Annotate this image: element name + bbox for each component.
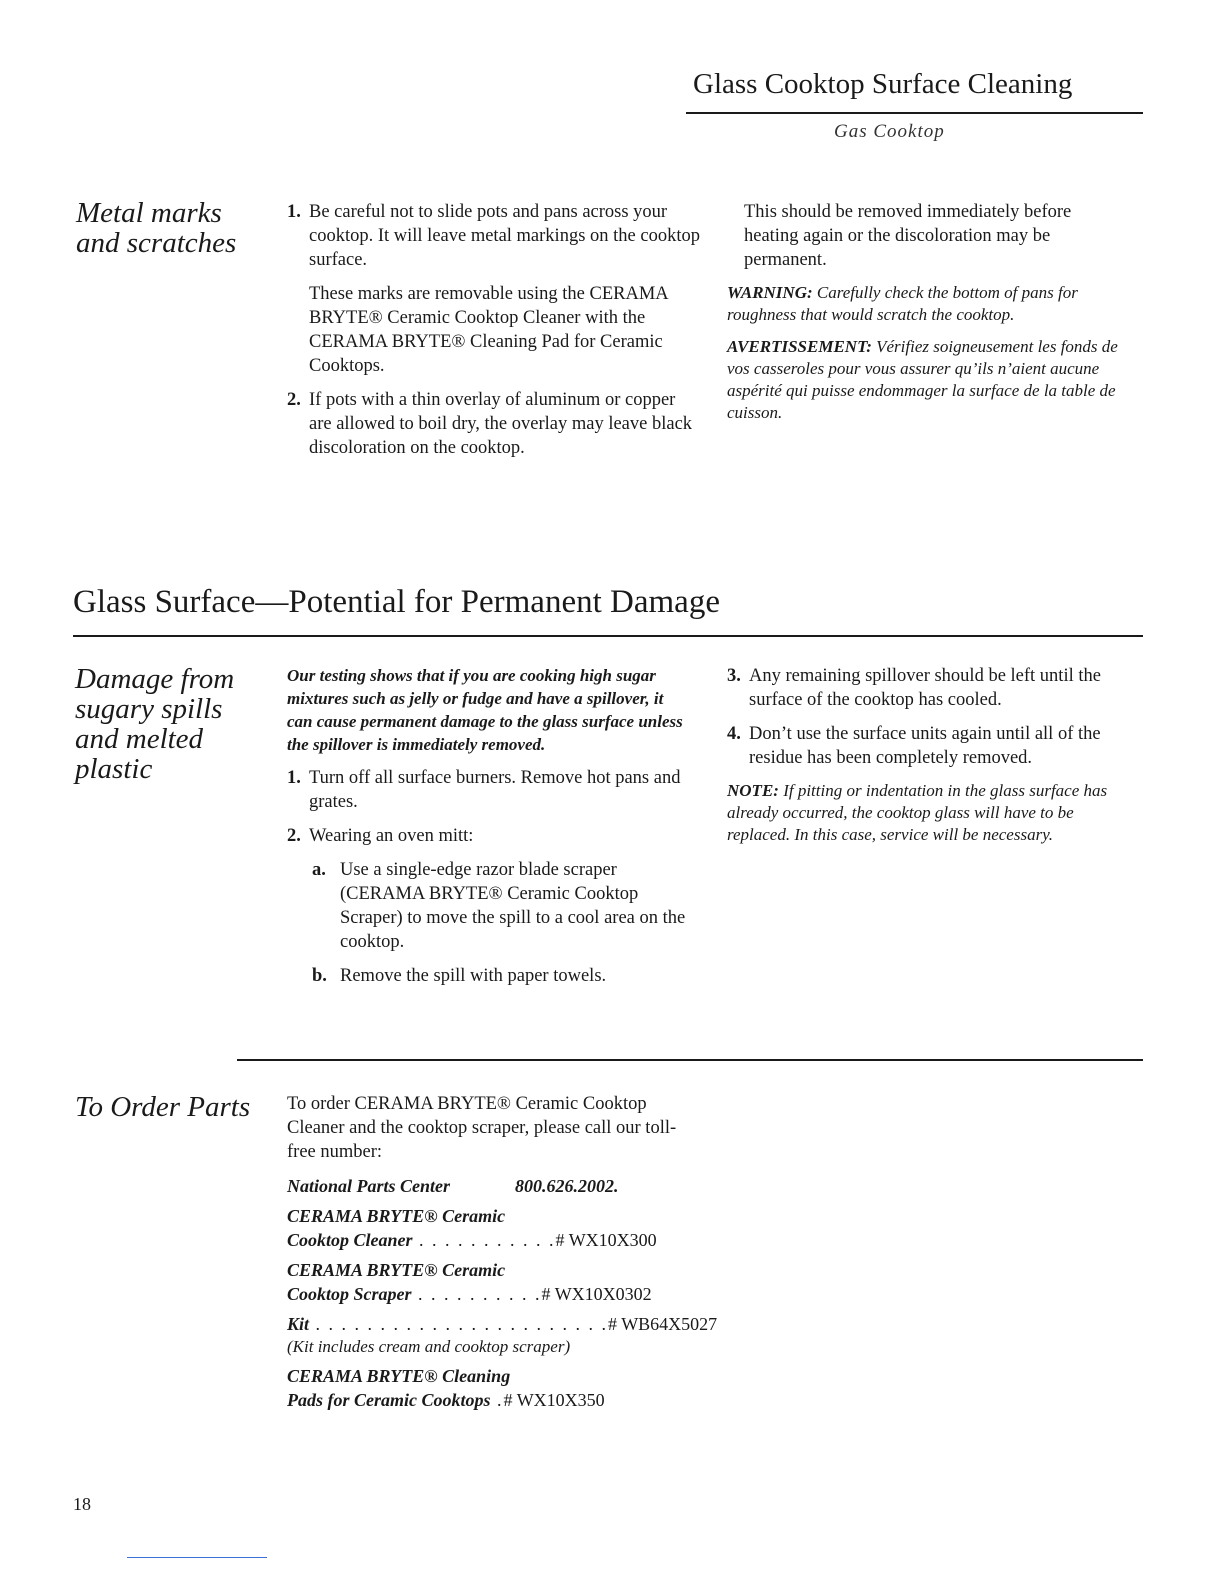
parts-rule xyxy=(237,1059,1143,1061)
list-item: 1. Be careful not to slide pots and pans across your cooktop. It will leave metal markings on the cooktop surface. xyxy=(287,202,700,270)
paragraph: This should be removed immediately before heating again or the discoloration may be permanent. xyxy=(744,202,1072,270)
list-item: 1. Turn off all surface burners. Remove hot pans and grates. xyxy=(287,768,681,812)
damage-intro: Our testing shows that if you are cooking high sugar mixtures such as jelly or fudge and have a spillover, it can cause permanent damage to the glass surface unless the spillover is immediately removed. xyxy=(287,666,683,754)
damage-left-column xyxy=(287,664,687,998)
damage-side-label: Damage from sugary spills and melted plastic xyxy=(75,663,235,785)
parts-side-label: To Order Parts xyxy=(75,1091,251,1123)
list-item: 2. Wearing an oven mitt: xyxy=(287,826,474,846)
sub-list-item: a. Use a single-edge razor blade scraper (CERAMA BRYTE® Ceramic Cooktop Scraper) to move the spill to a cool area on the cooktop. xyxy=(312,860,686,952)
sub-list-item: b. Remove the spill with paper towels. xyxy=(312,966,607,986)
metal-side-label: Metal marks and scratches xyxy=(76,197,237,259)
parts-intro: To order CERAMA BRYTE® Ceramic Cooktop Cleaner and the cooktop scraper, please call our toll-free number: xyxy=(287,1094,677,1162)
part-entry: CERAMA BRYTE® Ceramic Cooktop Scraper . . . . . . . . . .# WX10X0302 xyxy=(287,1260,652,1304)
paragraph: These marks are removable using the CERAMA BRYTE® Ceramic Cooktop Cleaner with the CERAMA BRYTE® Cleaning Pad for Ceramic Cooktops. xyxy=(309,284,668,376)
metal-right-column xyxy=(727,200,1127,424)
part-entry: Kit . . . . . . . . . . . . . . . . . . . . . . .# WB64X5027 (Kit includes cream and cooktop scraper) xyxy=(287,1314,718,1356)
footer-link-line xyxy=(127,1557,267,1558)
metal-left-column xyxy=(287,200,702,470)
parts-column xyxy=(287,1092,718,1412)
note: NOTE: If pitting or indentation in the glass surface has already occurred, the cooktop glass will have to be replaced. In this case, service will be necessary. xyxy=(727,781,1108,844)
page-subtitle: Gas Cooktop xyxy=(834,121,945,142)
damage-right-column xyxy=(727,664,1132,846)
part-entry: CERAMA BRYTE® Cleaning Pads for Ceramic Cooktops .# WX10X350 xyxy=(287,1366,605,1410)
header-rule xyxy=(686,112,1143,114)
section-heading: Glass Surface—Potential for Permanent Damage xyxy=(73,584,720,620)
page-number: 18 xyxy=(73,1494,91,1514)
avertissement-note: AVERTISSEMENT: Vérifiez soigneusement les fonds de vos casseroles pour vous assurer qu’ils n’aient aucune aspérité qui puisse endommager la surface de la table de cuisson. xyxy=(727,337,1118,422)
parts-center-row: National Parts Center 800.626.2002. xyxy=(287,1176,619,1196)
list-item: 2. If pots with a thin overlay of aluminum or copper are allowed to boil dry, the overlay may leave black discoloration on the cooktop. xyxy=(287,390,693,458)
list-item: 4. Don’t use the surface units again until all of the residue has been completely removed. xyxy=(727,724,1101,768)
list-item: 3. Any remaining spillover should be left until the surface of the cooktop has cooled. xyxy=(727,666,1101,710)
part-entry: CERAMA BRYTE® Ceramic Cooktop Cleaner . . . . . . . . . . .# WX10X300 xyxy=(287,1206,657,1250)
warning-note: WARNING: Carefully check the bottom of pans for roughness that would scratch the cooktop. xyxy=(727,283,1078,324)
page-title: Glass Cooktop Surface Cleaning xyxy=(693,68,1073,100)
section-rule xyxy=(73,635,1143,637)
